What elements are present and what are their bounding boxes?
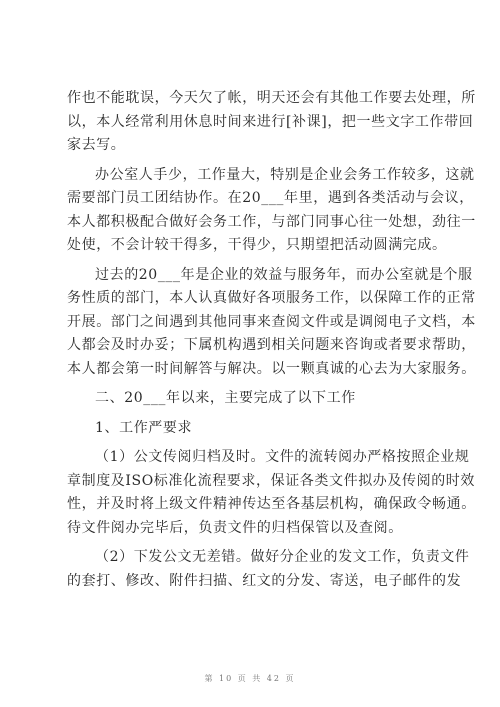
paragraph bbox=[67, 546, 470, 593]
page-number-footer: 第 10 页 共 42 页 bbox=[204, 674, 296, 683]
text-line: 作也不能耽误，今天欠了帐，明天还会有其他工作要去处理，所 bbox=[67, 90, 476, 106]
text-line: 人都会及时办妥；下属机构遇到相关问题来咨询或者要求帮助， bbox=[67, 337, 476, 353]
paragraph bbox=[67, 164, 476, 258]
text-line: 办公室人手少，工作量大，特别是企业会务工作较多，这就 bbox=[95, 166, 475, 183]
text-line: 待文件阅办完毕后，负责文件的归档保管以及查阅。 bbox=[67, 519, 403, 536]
text-line: 的套打、修改、附件扫描、红文的分发、寄送，电子邮件的发 bbox=[67, 572, 462, 589]
subsection-heading: 1、工作严要求 bbox=[95, 419, 193, 436]
text-line: 需要部门员工团结协作。在20___年里，遇到各类活动与会议， bbox=[67, 190, 474, 206]
paragraph bbox=[67, 446, 476, 540]
text-line: （2）下发公文无差错。做好分企业的发文工作，负责文件 bbox=[95, 549, 470, 565]
text-line: 过去的20___年是企业的效益与服务年，而办公室就是个服 bbox=[95, 266, 473, 283]
text-line: 处使，不会计较干得多，干得少，只期望把活动圆满完成。 bbox=[67, 237, 447, 253]
paragraph bbox=[67, 264, 476, 382]
text-line: 本人都会第一时间解答与解决。以一颗真诚的心去为大家服务。 bbox=[67, 360, 476, 377]
text-line: （1）公文传阅归档及时。文件的流转阅办严格按照企业规 bbox=[95, 449, 470, 465]
text-line: 章制度及ISO标准化流程要求，保证各类文件拟办及传阅的时效 bbox=[67, 472, 475, 489]
text-line: 开展。部门之间遇到其他同事来查阅文件或是调阅电子文档，本 bbox=[67, 313, 476, 330]
section-heading: 二、20___年以来，主要完成了以下工作 bbox=[95, 390, 356, 406]
text-line: 本人都积极配合做好会务工作，与部门同事心往一处想，劲往一 bbox=[67, 213, 476, 230]
text-line: 家去写。 bbox=[67, 137, 126, 153]
paragraph bbox=[67, 87, 476, 158]
text-line: 以，本人经常利用休息时间来进行[补课]，把一些文字工作带回 bbox=[67, 113, 474, 130]
text-line: 性，并及时将上级文件精神传达至各基层机构，确保政令畅通。 bbox=[67, 496, 476, 512]
document-body bbox=[67, 87, 476, 593]
text-line: 务性质的部门，本人认真做好各项服务工作，以保障工作的正常 bbox=[67, 290, 476, 306]
